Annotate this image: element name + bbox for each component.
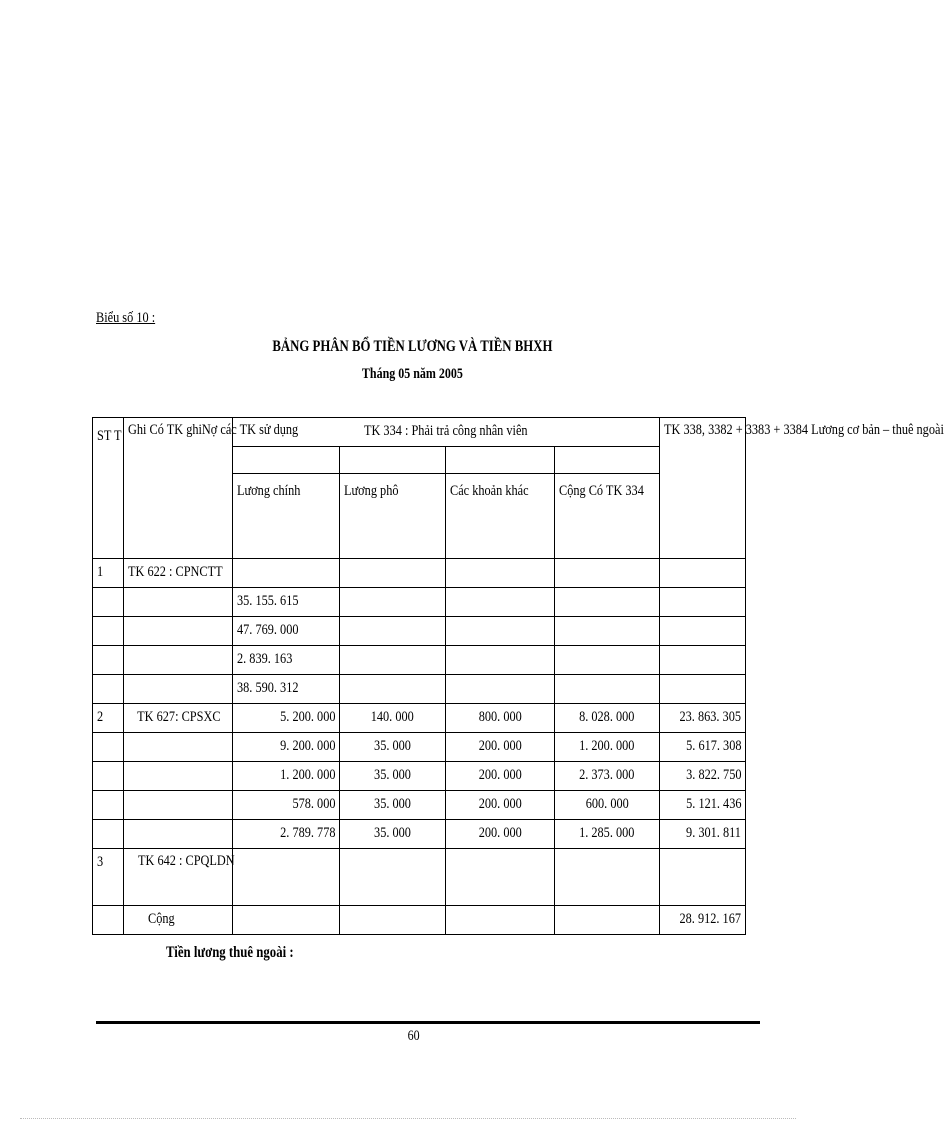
- cell-stt: [93, 762, 124, 791]
- cell-account: [124, 791, 233, 820]
- cell-main: 47. 769. 000: [233, 617, 340, 646]
- cell-total: 8. 028. 000: [555, 704, 660, 733]
- cell-total: [555, 675, 660, 704]
- cell-total: 600. 000: [555, 791, 660, 820]
- cell-main: 578. 000: [233, 791, 340, 820]
- cell-stt: [93, 646, 124, 675]
- footer-note: Tiền lương thuê ngoài :: [166, 944, 294, 961]
- cell-stt: [93, 820, 124, 849]
- cell-tk338: 9. 301. 811: [660, 820, 746, 849]
- cell-other: 200. 000: [446, 733, 555, 762]
- cell-tk338: [660, 588, 746, 617]
- cell-total: 2. 373. 000: [555, 762, 660, 791]
- header-salary-extra: Lương phô: [340, 474, 446, 559]
- cell-main: [233, 849, 340, 906]
- total-label: Cộng: [124, 906, 233, 935]
- cell-total: [555, 588, 660, 617]
- cell-tk338: [660, 617, 746, 646]
- table-row: [93, 559, 746, 588]
- cell-extra: [340, 849, 446, 906]
- table-row: [93, 675, 746, 704]
- document-title: BẢNG PHÂN BỔ TIỀN LƯƠNG VÀ TIỀN BHXH: [272, 338, 553, 355]
- total-tk338: 28. 912. 167: [660, 906, 746, 935]
- cell-extra: [340, 617, 446, 646]
- cell-tk338: 5. 121. 436: [660, 791, 746, 820]
- cell-account: [124, 733, 233, 762]
- cell-total: [555, 617, 660, 646]
- cell-other: 800. 000: [446, 704, 555, 733]
- header-other: Các khoản khác: [446, 474, 555, 559]
- cell-main: 35. 155. 615: [233, 588, 340, 617]
- cell-tk338: [660, 675, 746, 704]
- cell-stt: 2: [93, 704, 124, 733]
- cell-stt: [93, 617, 124, 646]
- total-row: [93, 906, 746, 935]
- cell-main: 5. 200. 000: [233, 704, 340, 733]
- cell-account: TK 627: CPSXC: [124, 704, 233, 733]
- page-edge-divider: [20, 1118, 796, 1119]
- header-account: Ghi Có TK ghiNợ các TK sử dụng: [124, 418, 233, 559]
- header-salary-main: Lương chính: [233, 474, 340, 559]
- cell-total: 1. 285. 000: [555, 820, 660, 849]
- cell-tk338: [660, 646, 746, 675]
- cell-main: [233, 559, 340, 588]
- footer-rule: [96, 1021, 760, 1024]
- cell-extra: [340, 588, 446, 617]
- page-number: 60: [407, 1028, 420, 1044]
- cell-extra: [340, 559, 446, 588]
- cell-main: 9. 200. 000: [233, 733, 340, 762]
- table-row: [93, 849, 746, 906]
- cell-extra: 35. 000: [340, 791, 446, 820]
- table-row: [93, 646, 746, 675]
- header-total334: Cộng Có TK 334: [555, 474, 660, 559]
- cell-other: 200. 000: [446, 820, 555, 849]
- cell-total: [555, 849, 660, 906]
- cell-stt: [93, 675, 124, 704]
- cell-tk338: [660, 849, 746, 906]
- cell-tk338: [660, 559, 746, 588]
- header-stt: ST T: [93, 418, 124, 559]
- header-tk338: TK 338, 3382 + 3383 + 3384 Lương cơ bản – thuê ngoài: [660, 418, 746, 559]
- cell-tk338: 5. 617. 308: [660, 733, 746, 762]
- cell-tk338: 3. 822. 750: [660, 762, 746, 791]
- cell-extra: 140. 000: [340, 704, 446, 733]
- cell-other: [446, 617, 555, 646]
- header-tk334: TK 334 : Phải trả công nhân viên: [233, 418, 660, 447]
- cell-other: [446, 675, 555, 704]
- cell-extra: 35. 000: [340, 733, 446, 762]
- table-row: [93, 820, 746, 849]
- cell-stt: [93, 588, 124, 617]
- cell-other: [446, 646, 555, 675]
- cell-extra: 35. 000: [340, 820, 446, 849]
- cell-stt: 1: [93, 559, 124, 588]
- table-row: [93, 588, 746, 617]
- cell-other: 200. 000: [446, 762, 555, 791]
- cell-account: TK 622 : CPNCTT: [124, 559, 233, 588]
- cell-other: [446, 588, 555, 617]
- cell-extra: 35. 000: [340, 762, 446, 791]
- cell-account: [124, 762, 233, 791]
- header-row-1: [93, 418, 746, 447]
- cell-account: [124, 617, 233, 646]
- cell-main: 2. 789. 778: [233, 820, 340, 849]
- cell-main: 2. 839. 163: [233, 646, 340, 675]
- cell-stt: [93, 791, 124, 820]
- table-row: [93, 704, 746, 733]
- table-row: [93, 791, 746, 820]
- cell-total: [555, 646, 660, 675]
- cell-account: [124, 675, 233, 704]
- cell-account: TK 642 : CPQLDN: [124, 849, 233, 906]
- cell-tk338: 23. 863. 305: [660, 704, 746, 733]
- cell-main: 1. 200. 000: [233, 762, 340, 791]
- salary-allocation-table: [92, 417, 944, 935]
- table-row: [93, 733, 746, 762]
- cell-extra: [340, 646, 446, 675]
- table-row: [93, 762, 746, 791]
- cell-other: [446, 849, 555, 906]
- cell-stt: 3: [93, 849, 124, 906]
- cell-other: 200. 000: [446, 791, 555, 820]
- cell-total: 1. 200. 000: [555, 733, 660, 762]
- cell-total: [555, 559, 660, 588]
- table-row: [93, 617, 746, 646]
- cell-extra: [340, 675, 446, 704]
- cell-main: 38. 590. 312: [233, 675, 340, 704]
- cell-account: [124, 646, 233, 675]
- document-subtitle: Tháng 05 năm 2005: [361, 366, 463, 382]
- cell-stt: [93, 733, 124, 762]
- cell-other: [446, 559, 555, 588]
- cell-account: [124, 820, 233, 849]
- form-label: Biểu số 10 :: [96, 310, 156, 326]
- cell-account: [124, 588, 233, 617]
